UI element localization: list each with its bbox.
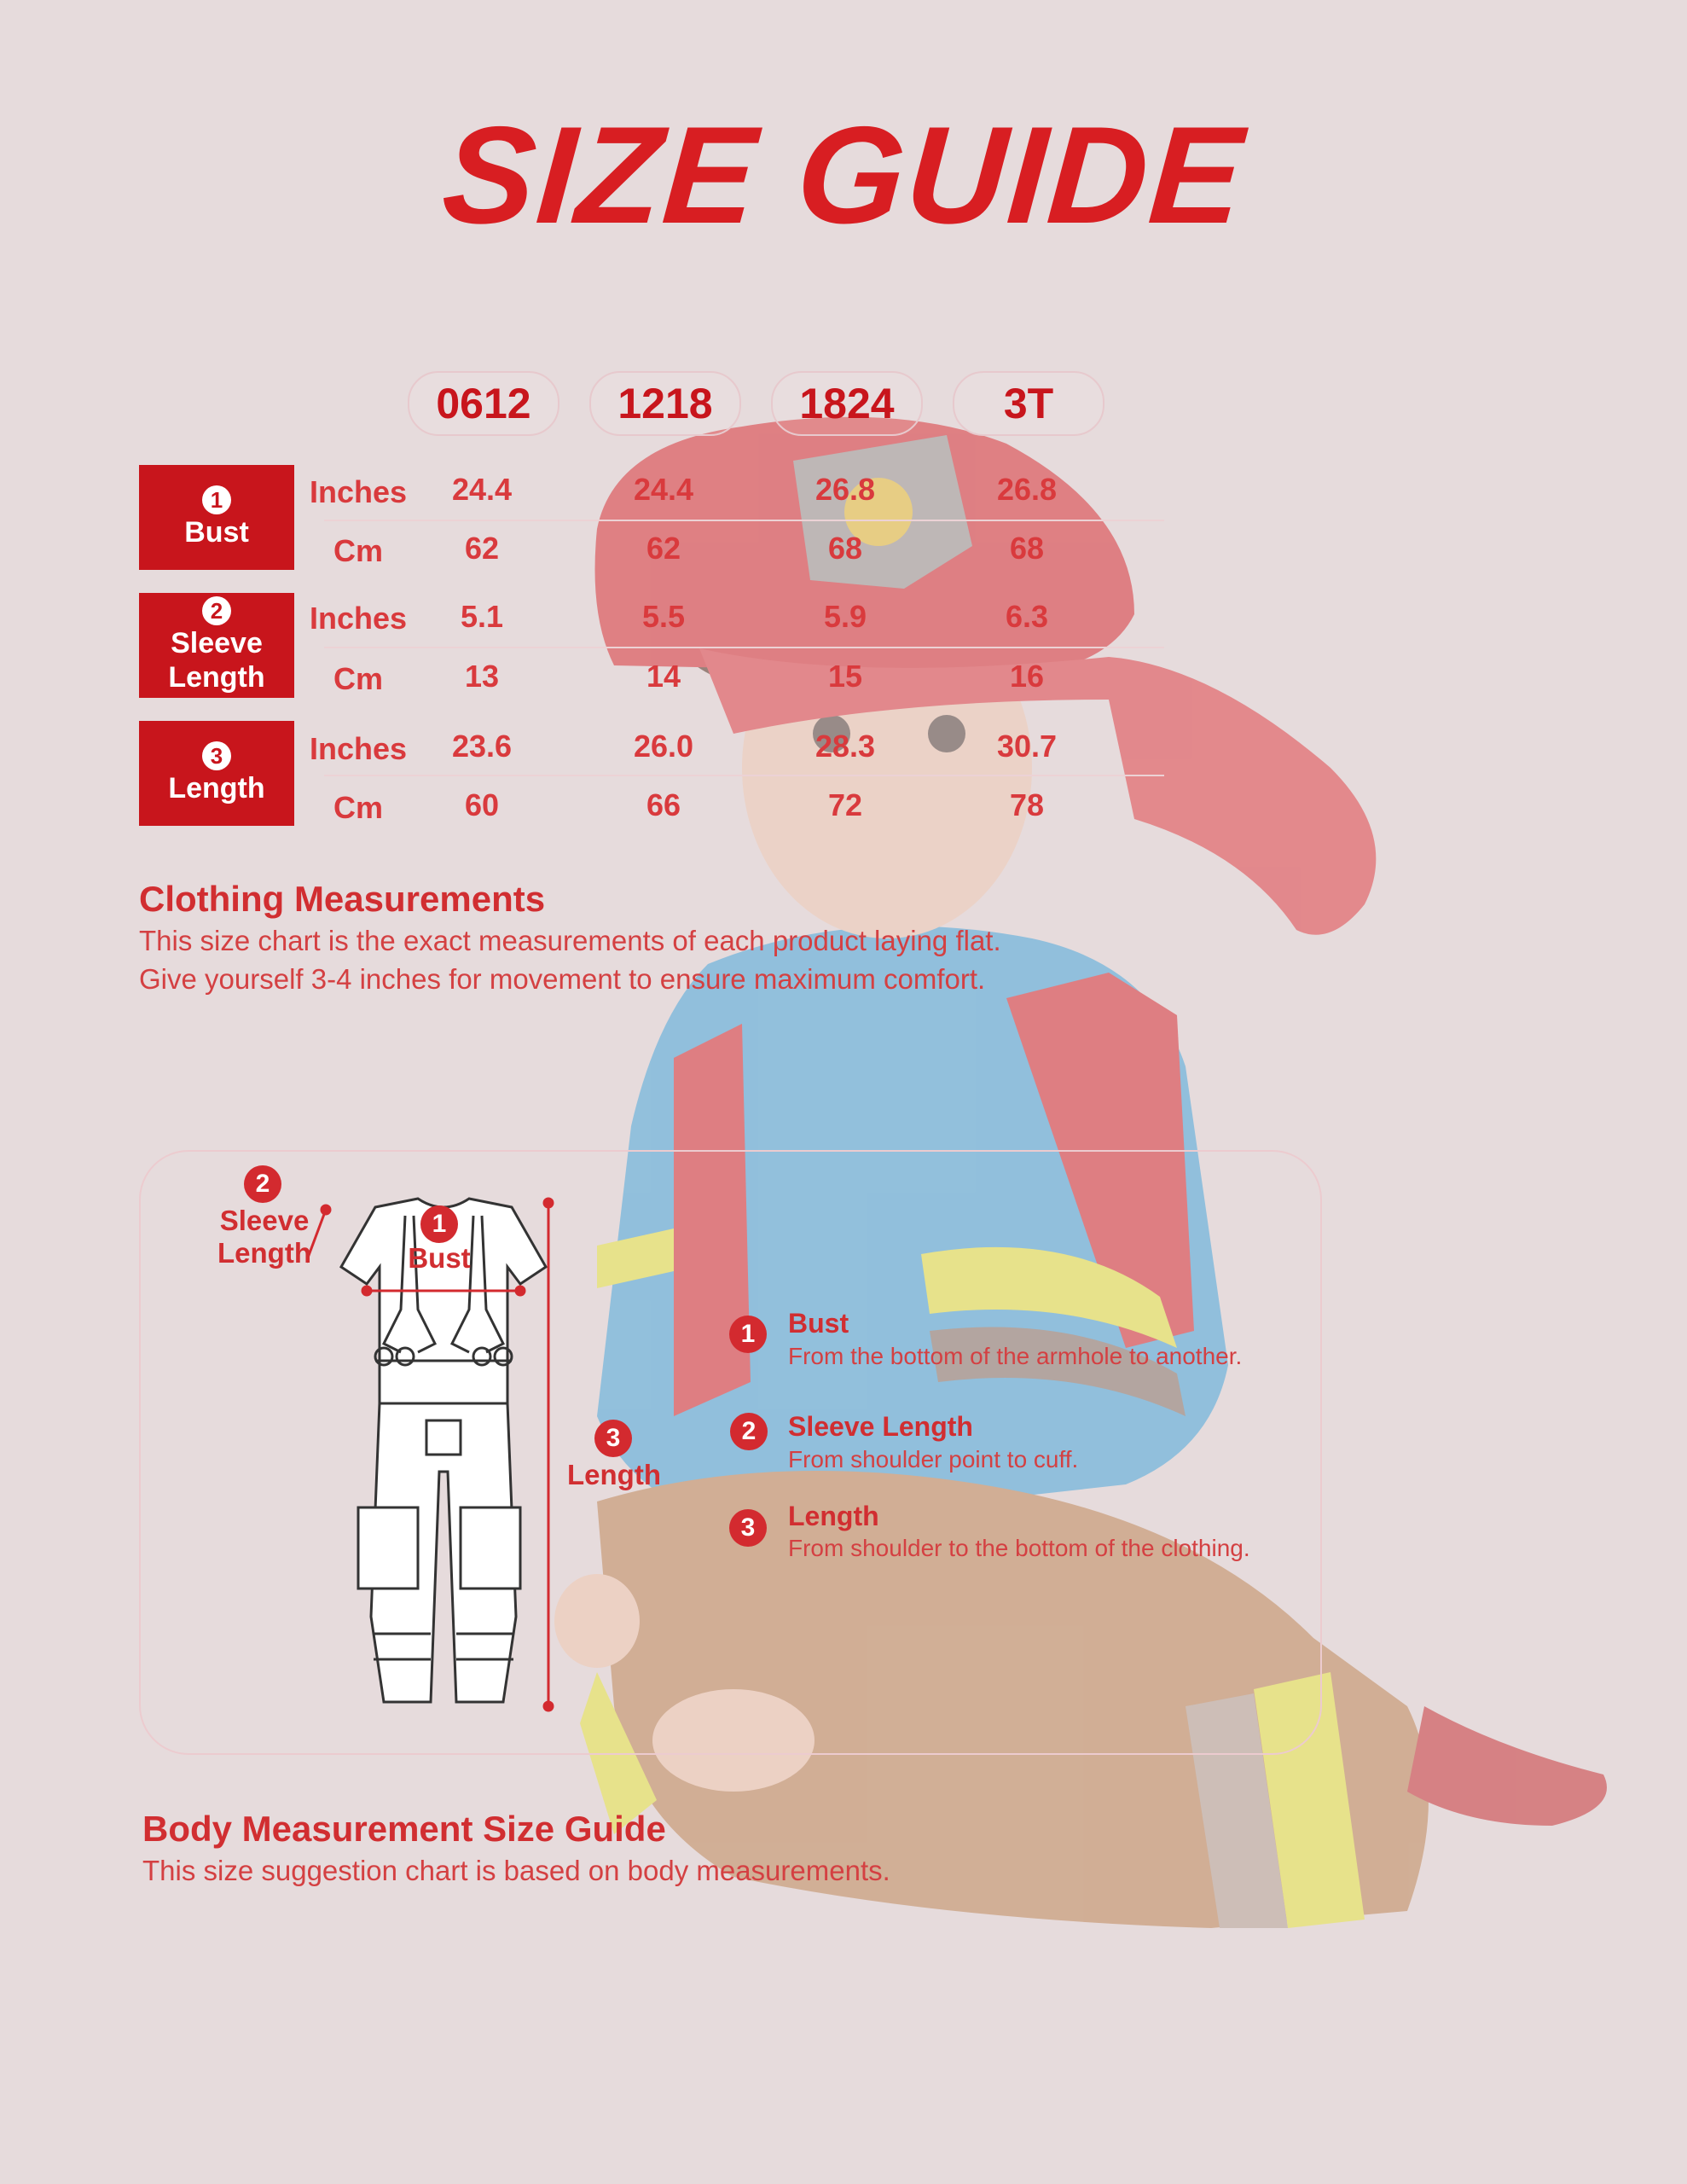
legend-bust-title: Bust (788, 1308, 849, 1339)
length-inches-1824: 28.3 (815, 729, 876, 764)
unit-inches: Inches (309, 601, 408, 636)
clothing-measurements-heading: Clothing Measurements (139, 879, 546, 919)
legend-sleeve-title: Sleeve Length (788, 1411, 973, 1442)
sleeve-length-label (200, 1205, 328, 1269)
page-title: SIZE GUIDE (438, 98, 1249, 253)
bust-inches-1824: 26.8 (815, 472, 876, 507)
bust-inches-1218: 24.4 (633, 472, 694, 507)
clothing-measurements-line2: Give yourself 3-4 inches for movement to ensure maximum comfort. (139, 963, 986, 995)
bust-inches-0612: 24.4 (451, 472, 513, 507)
unit-inches: Inches (309, 731, 408, 766)
number-badge: 3 (202, 741, 231, 770)
sleeve-inches-0612: 5.1 (460, 599, 504, 634)
length-inches-3t: 30.7 (996, 729, 1058, 764)
legend-length-desc: From shoulder to the bottom of the clothing. (788, 1535, 1250, 1561)
sleeve-cm-3t: 16 (1009, 659, 1045, 694)
sleeve-length-label-line1: Sleeve (219, 1205, 310, 1236)
number-badge: 2 (202, 596, 231, 625)
unit-inches: Inches (309, 474, 408, 509)
legend-length-title: Length (788, 1501, 879, 1531)
row-divider (324, 775, 1164, 776)
row-label-sleeve-length (139, 593, 294, 698)
length-cm-1824: 72 (827, 787, 863, 822)
length-inches-1218: 26.0 (633, 729, 694, 764)
bust-cm-0612: 62 (464, 531, 500, 566)
length-inches-0612: 23.6 (451, 729, 513, 764)
sleeve-cm-0612: 13 (464, 659, 500, 694)
size-header-0612: 0612 (408, 371, 559, 436)
unit-cm: Cm (333, 661, 383, 696)
bust-cm-3t: 68 (1009, 531, 1045, 566)
sleeve-length-number-icon: 2 (244, 1165, 281, 1203)
sleeve-inches-3t: 6.3 (1005, 599, 1049, 634)
sleeve-inches-1824: 5.9 (823, 599, 867, 634)
row-label-text: Bust (184, 515, 249, 549)
bust-inches-3t: 26.8 (996, 472, 1058, 507)
length-cm-3t: 78 (1009, 787, 1045, 822)
row-divider (324, 647, 1164, 648)
size-header-3t: 3T (953, 371, 1104, 436)
row-label-text-line1: Sleeve (171, 627, 263, 660)
row-label-length (139, 721, 294, 826)
legend-sleeve-desc: From shoulder point to cuff. (788, 1446, 1079, 1472)
length-number-icon: 3 (594, 1420, 632, 1457)
bust-cm-1218: 62 (646, 531, 681, 566)
sleeve-cm-1824: 15 (827, 659, 863, 694)
clothing-measurements-line1: This size chart is the exact measurements of each product laying flat. (139, 925, 1001, 956)
row-divider (324, 520, 1164, 521)
legend-bust-desc: From the bottom of the armhole to another. (788, 1343, 1243, 1369)
length-cm-1218: 66 (646, 787, 681, 822)
row-label-text-line2: Length (168, 660, 265, 694)
row-label-text: Length (168, 771, 265, 804)
row-label-bust (139, 465, 294, 570)
sleeve-length-label-line2: Length (217, 1237, 311, 1269)
size-header-1824: 1824 (771, 371, 923, 436)
legend-length-icon: 3 (729, 1509, 767, 1547)
bust-cm-1824: 68 (827, 531, 863, 566)
body-guide-heading: Body Measurement Size Guide (142, 1809, 666, 1849)
unit-cm: Cm (333, 533, 383, 568)
bust-number-icon: 1 (420, 1205, 458, 1243)
unit-cm: Cm (333, 790, 383, 825)
sleeve-inches-1218: 5.5 (641, 599, 686, 634)
size-header-1218: 1218 (589, 371, 741, 436)
bust-label: Bust (408, 1242, 471, 1274)
body-guide-line1: This size suggestion chart is based on body measurements. (142, 1855, 890, 1886)
sleeve-cm-1218: 14 (646, 659, 681, 694)
number-badge: 1 (202, 485, 231, 514)
length-cm-0612: 60 (464, 787, 500, 822)
length-label: Length (567, 1459, 661, 1490)
legend-bust-icon: 1 (729, 1316, 767, 1353)
legend-sleeve-icon: 2 (730, 1413, 768, 1450)
